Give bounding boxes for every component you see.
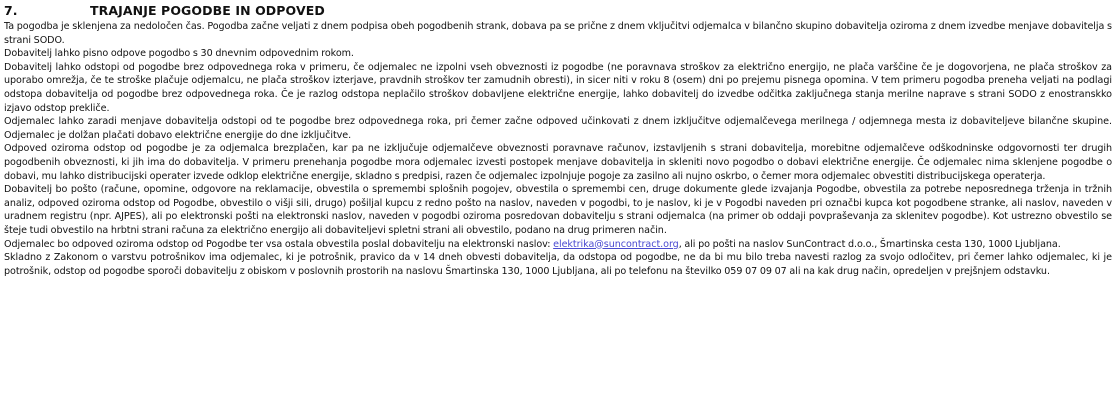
paragraph-mail-delivery: Dobavitelj bo pošto (račune, opomine, odgovore na reklamacije, obvestila o spremembi splošnih pogojev, obvestila o spremembi cen, druge dokumente glede izvajanja Pogodbe, obvestila za potrebe neposrednega trženja in tržnih analiz, odpoved oziroma odstop od Pogodbe, obvestilo o višji sili, drugo) pošiljal kupcu z redno pošto na naslov, naveden v pogodbi, to je naslov, ki je v Pogodbi naveden pri označbi kupca kot pogodbene stranke, ali naslov, naveden v uradnem registru (npr. AJPES), ali po elektronski pošti na elektronski naslov, naveden v pogodbi oziroma posredovan dobavitelju s strani odjemalca (na primer ob oddaji povpraševanja za sklenitev pogodbe). Kot ustrezno obvestilo se šteje tudi obvestilo na hrbtni strani računa za električno energijo ali dobaviteljevi spletni strani ali obvestilo, podano na drug primeren način.: [4, 184, 1112, 236]
section-heading: [4, 3, 1112, 19]
paragraph-customer-withdrawal: Odjemalec lahko zaradi menjave dobavitelja odstopi od te pogodbe brez odpovednega roka, pri čemer začne odpoved učinkovati z dnem izključitve odjemalčevega merilnega / odjemnega mesta iz dobaviteljeve bilančne skupine. Odjemalec je dolžan plačati dobavo električne energije do dne izključitve.: [4, 116, 1112, 141]
paragraph-duration: Ta pogodba je sklenjena za nedoločen čas. Pogodba začne veljati z dnem podpisa obeh pogodbenih strank, dobava pa se prične z dnem vključitvi odjemalca v bilančno skupino dobavitelja oziroma z dnem izvedbe menjave dobavitelja s strani SODO.: [4, 21, 1112, 46]
paragraph-supplier-notice: Dobavitelj lahko pisno odpove pogodbo s 30 dnevnim odpovednim rokom.: [4, 48, 354, 60]
section-title: TRAJANJE POGODBE IN ODPOVED: [90, 3, 325, 18]
contact-text-before: Odjemalec bo odpoved oziroma odstop od Pogodbe ter vsa ostala obvestila poslal dobavitelju na elektronski naslov:: [4, 238, 554, 250]
email-link[interactable]: elektrika@suncontract.org: [553, 238, 679, 250]
section-number: 7.: [4, 3, 18, 18]
paragraph-free-termination: Odpoved oziroma odstop od pogodbe je za odjemalca brezplačen, kar pa ne izključuje odjemalčeve obveznosti poravnave računov, izstavljenih s strani dobavitelja, morebitne odjemalčeve odškodninske odgovornosti ter drugih pogodbenih obveznosti, ki jih ima do dobavitelja. V primeru prenehanja pogodbe mora odjemalec izvesti postopek menjave dobavitelja in skleniti novo pogodbo o dobavi električne energije. Če odjemalec nima sklenjene pogodbe o dobavi, mu lahko distribucijski operater izvede odklop električne energije, skladno s predpisi, razen če odjemalec izpolnjuje pogoje za zasilno ali nujno oskrbo, o čemer mora odjemalec obvestiti distribucijskega operaterja.: [4, 143, 1112, 182]
contact-text-after: , ali po pošti na naslov SunContract d.o.o., Šmartinska cesta 130, 1000 Ljubljana.: [678, 238, 1061, 250]
paragraph-contact: [4, 238, 1112, 252]
paragraph-consumer-rights: Skladno z Zakonom o varstvu potrošnikov ima odjemalec, ki je potrošnik, pravico da v 14 dneh obvesti dobavitelja, da odstopa od pogodbe, ne da bi mu bilo treba navesti razlog za svojo odločitev, pri čemer lahko odjemalec, ki je potrošnik, odstop od pogodbe sporoči dobavitelju z obiskom v poslovnih prostorih na naslovu Šmartinska 130, 1000 Ljubljana, ali po telefonu na številko 059 07 09 07 ali na kak drug način, opredeljen v prejšnjem odstavku.: [4, 252, 1112, 277]
paragraph-supplier-withdrawal: Dobavitelj lahko odstopi od pogodbe brez odpovednega roka v primeru, če odjemalec ne izpolni vseh obveznosti iz pogodbe (ne poravnava stroškov za električno energijo, ne plača varščine če je dogovorjena, ne plača stroškov za uporabo omrežja, če te stroške plačuje odjemalcu, ne plača stroškov izterjave, pravdnih stroškov ter zamudnih obresti), in sicer niti v roku 8 (osem) dni po prejemu pisnega opomina. V tem primeru pogodba preneha veljati na podlagi odstopa dobavitelja od pogodbe brez odpovednega roka. Če je razlog odstopa neplačilo stroškov dobavljene električne energije, lahko dobavitelj do izvedbe odčitka zaključnega stanja merilne naprave s strani SODO z enostranskko izjavo odstop prekliče.: [4, 61, 1112, 114]
